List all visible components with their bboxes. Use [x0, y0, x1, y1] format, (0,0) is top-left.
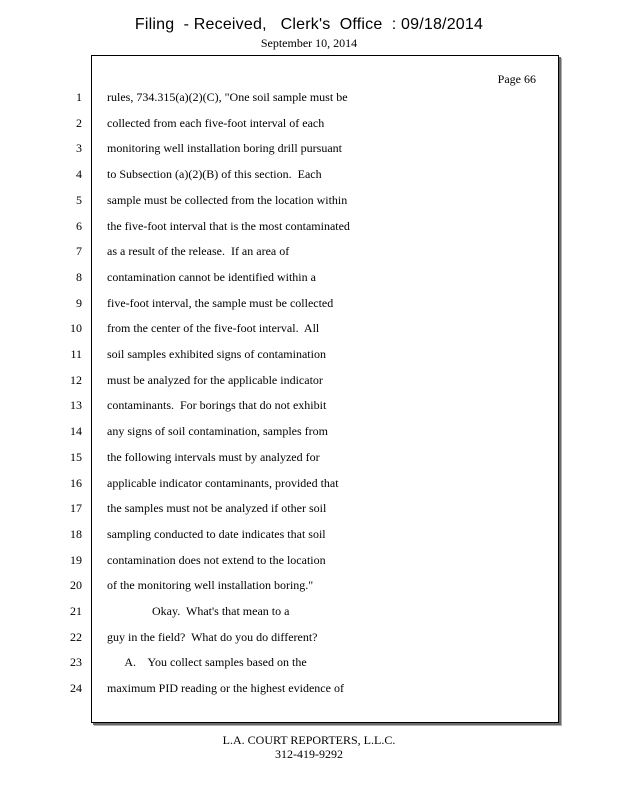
line-number: 22	[70, 629, 82, 644]
line-number: 24	[70, 681, 82, 696]
line-number: 5	[76, 192, 82, 207]
line-number: 8	[76, 269, 82, 284]
line-number: 16	[70, 475, 82, 490]
transcript-line: the samples must not be analyzed if other soil	[107, 501, 327, 516]
line-number: 15	[70, 449, 82, 464]
transcript-date: September 10, 2014	[260, 36, 358, 50]
transcript-line: contamination cannot be identified within a	[107, 269, 316, 284]
line-number: 17	[70, 501, 82, 516]
line-number: 20	[70, 578, 82, 593]
transcript-line: A. You collect samples based on the	[107, 655, 307, 670]
reporter-footer	[0, 733, 618, 761]
transcript-line: monitoring well installation boring drill pursuant	[107, 141, 342, 156]
line-number: 23	[70, 655, 82, 670]
transcript-line: five-foot interval, the sample must be collected	[107, 295, 334, 310]
page-number: Page 66	[497, 72, 536, 86]
line-number: 10	[70, 321, 82, 336]
transcript-line: to Subsection (a)(2)(B) of this section. Each	[107, 167, 322, 182]
filing-stamp: Filing - Received, Clerk's Office : 09/18/2014	[134, 16, 484, 33]
line-number: 11	[70, 347, 82, 361]
line-number: 19	[70, 552, 82, 567]
transcript-line: from the center of the five-foot interval. All	[107, 321, 320, 336]
reporter-phone: 312-419-9292	[275, 747, 343, 761]
transcript-line: collected from each five-foot interval of each	[107, 115, 325, 130]
line-number: 13	[70, 398, 82, 413]
line-number: 6	[76, 218, 82, 233]
line-number: 4	[76, 167, 82, 182]
line-number: 14	[70, 424, 82, 439]
transcript-line: Okay. What's that mean to a	[107, 604, 290, 618]
transcript-line: applicable indicator contaminants, provided that	[107, 475, 339, 490]
transcript-line: guy in the field? What do you do different?	[107, 629, 318, 644]
transcript-line: as a result of the release. If an area of	[107, 244, 290, 259]
transcript-line: soil samples exhibited signs of contamination	[107, 347, 326, 361]
line-number: 3	[76, 141, 82, 156]
line-number: 21	[70, 604, 82, 618]
transcript-line: sample must be collected from the location within	[107, 192, 348, 207]
line-number: 2	[76, 115, 82, 130]
transcript-line: the following intervals must by analyzed for	[107, 449, 320, 464]
transcript-line: maximum PID reading or the highest evidence of	[107, 681, 344, 696]
transcript-line: sampling conducted to date indicates that soil	[107, 526, 326, 541]
transcript-line: contaminants. For borings that do not exhibit	[107, 398, 327, 413]
transcript-line: rules, 734.315(a)(2)(C), "One soil sample must be	[107, 90, 348, 104]
line-number: 18	[70, 526, 82, 541]
transcript-line: the five-foot interval that is the most contaminated	[107, 218, 350, 233]
line-number: 7	[76, 244, 82, 259]
line-number: 1	[76, 90, 82, 104]
transcript-line: contamination does not extend to the location	[107, 552, 326, 567]
transcript-line: any signs of soil contamination, samples from	[107, 424, 328, 439]
line-number: 12	[70, 372, 82, 387]
transcript-line: of the monitoring well installation boring."	[107, 578, 314, 593]
reporter-company: L.A. COURT REPORTERS, L.L.C.	[222, 733, 396, 747]
transcript-line: must be analyzed for the applicable indicator	[107, 372, 323, 387]
line-number: 9	[76, 295, 82, 310]
